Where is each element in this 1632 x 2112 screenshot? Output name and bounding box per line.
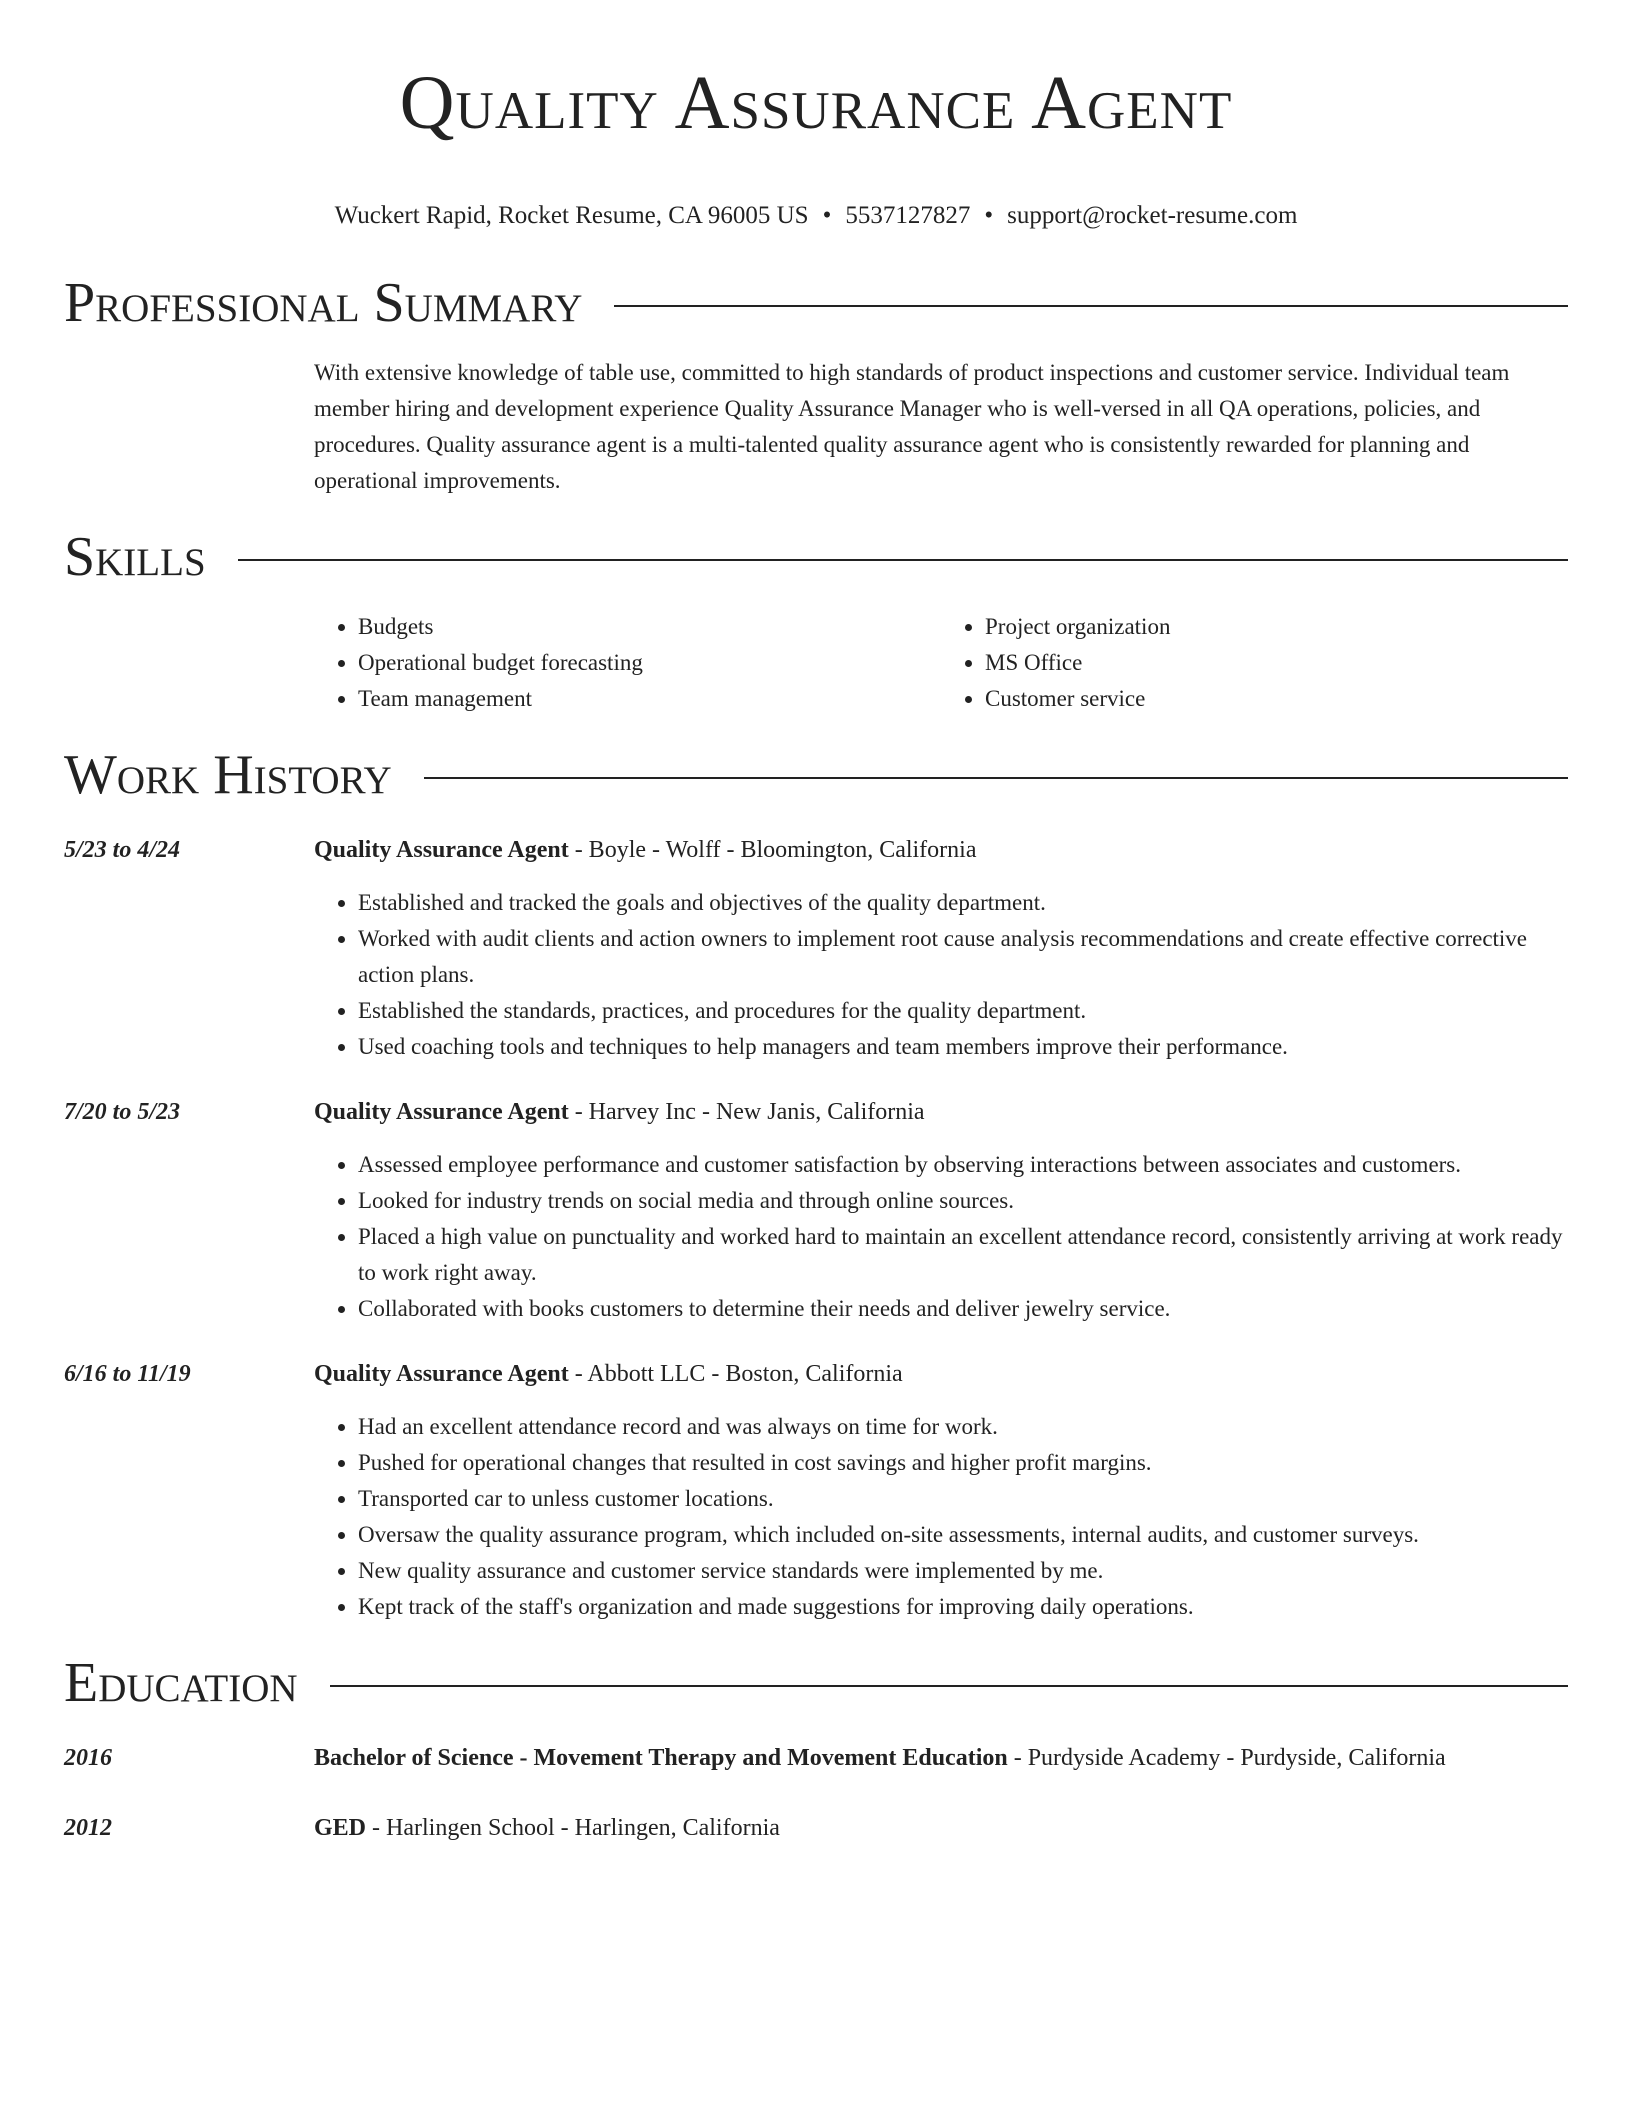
education-body [314,1809,1568,1847]
skills-column-left [314,609,941,717]
job-heading [314,1355,1568,1393]
skill-item: • Customer service [985,681,1568,717]
job-bullet: • Looked for industry trends on social media and through online sources. [358,1183,1568,1219]
job-bullet: • Pushed for operational changes that resulted in cost savings and higher profit margins. [358,1445,1568,1481]
job-bullet: • Worked with audit clients and action owners to implement root cause analysis recommendations and create effective corrective action plans. [358,921,1568,993]
education-year: 2016 [64,1744,112,1771]
resume-name: Quality Assurance Agent [399,61,1233,145]
job-heading [314,831,1568,869]
job-bullets [314,885,1568,1065]
education-degree: GED [314,1814,367,1841]
contact-address: Wuckert Rapid, Rocket Resume, CA 96005 US [334,201,809,229]
education-details: - Harlingen School - Harlingen, California [366,1814,780,1841]
skill-item: • Operational budget forecasting [358,645,941,681]
resume-page [64,0,1568,1847]
job-details: - Boyle - Wolff - Bloomington, California [568,836,977,863]
contact-separator: • [822,201,832,229]
job-bullet: • Collaborated with books customers to determine their needs and deliver jewelry service. [358,1291,1568,1327]
contact-separator: • [984,201,994,229]
summary-text: With extensive knowledge of table use, committed to high standards of product inspections and customer service. Individual team member hiring and development experience Quality Assurance Manager who is well-versed in all QA operations, policies, and procedures. Quality assurance agent is a multi-talented quality assurance agent who is consistently rewarded for planning and operational improvements. [314,359,1510,493]
education-section-header [64,1651,1568,1715]
job-details: - Harvey Inc - New Janis, California [568,1098,925,1125]
skills-list [314,609,1568,717]
job-bullet: • Established and tracked the goals and objectives of the quality department. [358,885,1568,921]
job-title: Quality Assurance Agent [314,1360,569,1387]
job-bullet: • Oversaw the quality assurance program, which included on-site assessments, internal audits, and customer surveys. [358,1517,1568,1553]
job-details: - Abbott LLC - Boston, California [568,1360,903,1387]
job-bullets [314,1147,1568,1327]
job-bullet: • Kept track of the staff's organization and made suggestions for improving daily operations. [358,1589,1568,1625]
job-bullet: • New quality assurance and customer service standards were implemented by me. [358,1553,1568,1589]
skills-column-right [941,609,1568,717]
contact-line [64,199,1568,233]
job-bullets [314,1409,1568,1625]
education-entry [64,1739,1568,1777]
contact-email: support@rocket-resume.com [1007,201,1298,229]
skill-item: • Project organization [985,609,1568,645]
job-bullet: • Assessed employee performance and customer satisfaction by observing interactions between associates and customers. [358,1147,1568,1183]
job-body [314,1355,1568,1625]
job-bullet: • Placed a high value on punctuality and worked hard to maintain an excellent attendance record, consistently arriving at work ready to work right away. [358,1219,1568,1291]
job-dates: 5/23 to 4/24 [64,836,181,863]
job-title: Quality Assurance Agent [314,836,569,863]
skill-item: • MS Office [985,645,1568,681]
education-body [314,1739,1568,1777]
job-heading [314,1093,1568,1131]
job-title: Quality Assurance Agent [314,1098,569,1125]
education-year: 2012 [64,1814,112,1841]
job-dates: 7/20 to 5/23 [64,1098,181,1125]
job-body [314,831,1568,1065]
skills-heading: Skills [64,525,206,588]
section-divider [330,1685,1568,1687]
skill-item: • Budgets [358,609,941,645]
job-bullet: • Transported car to unless customer locations. [358,1481,1568,1517]
job-bullet: • Had an excellent attendance record and was always on time for work. [358,1409,1568,1445]
section-divider [424,777,1568,779]
contact-phone: 5537127827 [845,201,971,229]
job-entry [64,1355,1568,1625]
job-entry [64,831,1568,1065]
summary-heading: Professional Summary [64,271,583,334]
job-entry [64,1093,1568,1327]
section-divider [614,305,1568,307]
education-details: - Purdyside Academy - Purdyside, California [1007,1744,1446,1771]
education-heading: Education [64,1651,298,1714]
summary-section-header [64,271,1568,335]
job-bullet: • Established the standards, practices, and procedures for the quality department. [358,993,1568,1029]
work-heading: Work History [64,743,392,806]
skills-section-header [64,525,1568,589]
section-divider [238,559,1568,561]
work-section-header [64,743,1568,807]
skill-item: • Team management [358,681,941,717]
education-entry [64,1809,1568,1847]
job-bullet: • Used coaching tools and techniques to help managers and team members improve their performance. [358,1029,1568,1065]
job-dates: 6/16 to 11/19 [64,1360,191,1387]
job-body [314,1093,1568,1327]
education-degree: Bachelor of Science - Movement Therapy and Movement Education [314,1744,1008,1771]
